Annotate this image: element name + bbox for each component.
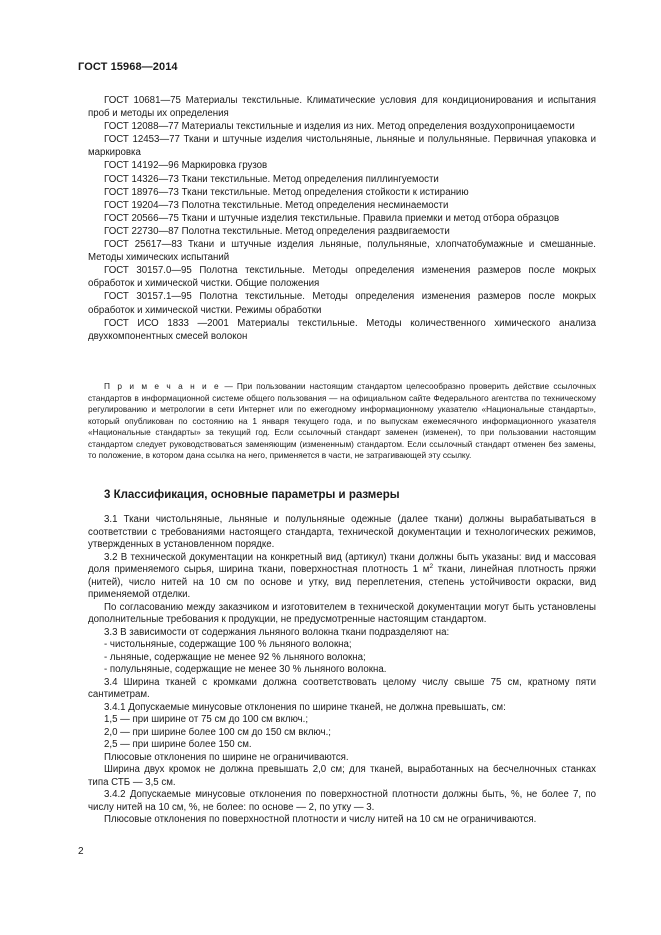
note-paragraph xyxy=(88,381,596,462)
list-item: 1,5 — при ширине от 75 см до 100 см включ.; xyxy=(104,714,309,725)
list-item: 2,5 — при ширине более 150 см. xyxy=(104,739,252,750)
section-heading: 3 Классификация, основные параметры и размеры xyxy=(104,489,400,501)
paragraph-3-1: 3.1 Ткани чистольняные, льняные и полульняные одежные (далее ткани) должны вырабатываться в соответствии с требованиями настоящего стандарта, технической документации и технологических режимов, утвержденных в установленном порядке. xyxy=(88,514,596,550)
reference-item: ГОСТ 12453—77 Ткани и штучные изделия чистольняные, льняные и полульняные. Первичная упаковка и маркировка xyxy=(88,134,596,159)
reference-item: ГОСТ 18976—73 Ткани текстильные. Метод определения стойкости к истиранию xyxy=(104,186,469,198)
list-item: - полульняные, содержащие не менее 30 % льняного волокна. xyxy=(104,664,387,675)
list-item: - чистольняные, содержащие 100 % льняного волокна; xyxy=(104,639,352,650)
reference-item: ГОСТ 14326—73 Ткани текстильные. Метод определения пиллингуемости xyxy=(104,173,439,185)
paragraph-3-4-1: 3.4.1 Допускаемые минусовые отклонения по ширине тканей, не должна превышать, см: xyxy=(104,701,506,713)
note-label: П р и м е ч а н и е xyxy=(104,381,221,391)
superscript-2: 2 xyxy=(429,562,434,570)
list-item: - льняные, содержащие не менее 92 % льняного волокна; xyxy=(104,651,366,663)
reference-item: ГОСТ ИСО 1833 —2001 Материалы текстильные. Методы количественного химического анализа двухкомпонентных смесей волокон xyxy=(88,317,596,342)
reference-item: ГОСТ 14192—96 Маркировка грузов xyxy=(104,160,268,172)
list-item: 2,0 — при ширине более 100 см до 150 см включ.; xyxy=(104,726,331,738)
paragraph-3-2 xyxy=(88,552,596,602)
paragraph-3-2-text: 3.2 В технической документации на конкретный вид (артикул) ткани должны быть указаны: вид и массовая доля применяемого сырья, ширина ткани, поверхностная плотность 1 м xyxy=(88,551,596,575)
paragraph-agreement: По согласованию между заказчиком и изготовителем в технической документации могут быть установлены дополнительные требования к продукции, не предусмотренные настоящим стандартом. xyxy=(88,601,596,625)
reference-item: ГОСТ 25617—83 Ткани и штучные изделия льняные, полульняные, хлопчатобумажные и смешанные. Методы химических испытаний xyxy=(88,239,596,264)
reference-item: ГОСТ 30157.0—95 Полотна текстильные. Методы определения изменения размеров после мокрых обработок и химической чистки. Общие положения xyxy=(88,265,596,290)
section-body xyxy=(88,514,596,827)
normative-references-list xyxy=(88,94,596,343)
paragraph-plus-density: Плюсовые отклонения по поверхностной плотности и числу нитей на 10 см не ограничиваются. xyxy=(104,814,537,825)
paragraph-3-4: 3.4 Ширина тканей с кромками должна соответствовать целому числу свыше 75 см, кратному пяти сантиметрам. xyxy=(88,676,596,700)
reference-item: ГОСТ 20566—75 Ткани и штучные изделия текстильные. Правила приемки и метод отбора образцов xyxy=(104,212,560,224)
document-header: ГОСТ 15968—2014 xyxy=(78,61,178,73)
reference-item: ГОСТ 12088—77 Материалы текстильные и изделия из них. Метод определения воздухопроницаемости xyxy=(104,121,575,133)
page-number: 2 xyxy=(78,846,84,857)
paragraph-3-2-text-continued: ткани, линейная плотность пряжи (нитей), число нитей на 10 см по основе и утку, вид переплетения, степень устойчивости окраски, вид применяемой отделки. xyxy=(88,564,596,600)
paragraph-3-3: 3.3 В зависимости от содержания льняного волокна ткани подразделяют на: xyxy=(104,626,450,638)
reference-item: ГОСТ 19204—73 Полотна текстильные. Метод определения несминаемости xyxy=(104,199,449,211)
paragraph-edges: Ширина двух кромок не должна превышать 2,0 см; для тканей, выработанных на бесчелночных станках типа СТБ — 3,5 см. xyxy=(88,764,596,788)
reference-item: ГОСТ 10681—75 Материалы текстильные. Климатические условия для кондиционирования и испытания проб и методы их определения xyxy=(88,95,596,120)
reference-item: ГОСТ 22730—87 Полотна текстильные. Метод определения раздвигаемости xyxy=(104,225,450,237)
paragraph-plus-width: Плюсовые отклонения по ширине не ограничиваются. xyxy=(104,751,349,763)
paragraph-3-4-2: 3.4.2 Допускаемые минусовые отклонения по поверхностной плотности должны быть, %, не более 7, по числу нитей на 10 см, %, не более: по основе — 2, по утку — 3. xyxy=(88,789,596,813)
reference-item: ГОСТ 30157.1—95 Полотна текстильные. Методы определения изменения размеров после мокрых обработок и химической чистки. Режимы обработки xyxy=(88,291,596,316)
note-text: — При пользовании настоящим стандартом целесообразно проверить действие ссылочных стандартов в информационной системе общего пользования — на официальном сайте Федерального агентства по техническому регулированию и метрологии в сети Интернет или по ежегодному информационному указателю «Национальные стандарты», который опубликован по состоянию на 1 января текущего года, и по выпускам ежемесячного информационного указателя «Национальные стандарты» за текущий год. Если ссылочный стандарт заменен (изменен), то при пользовании настоящим стандартом следует руководствоваться заменяющим (измененным) стандартом. Если ссылочный стандарт отменен без замены, то положение, в котором дана ссылка на него, применяется в части, не затрагивающей эту ссылку. xyxy=(88,381,596,460)
